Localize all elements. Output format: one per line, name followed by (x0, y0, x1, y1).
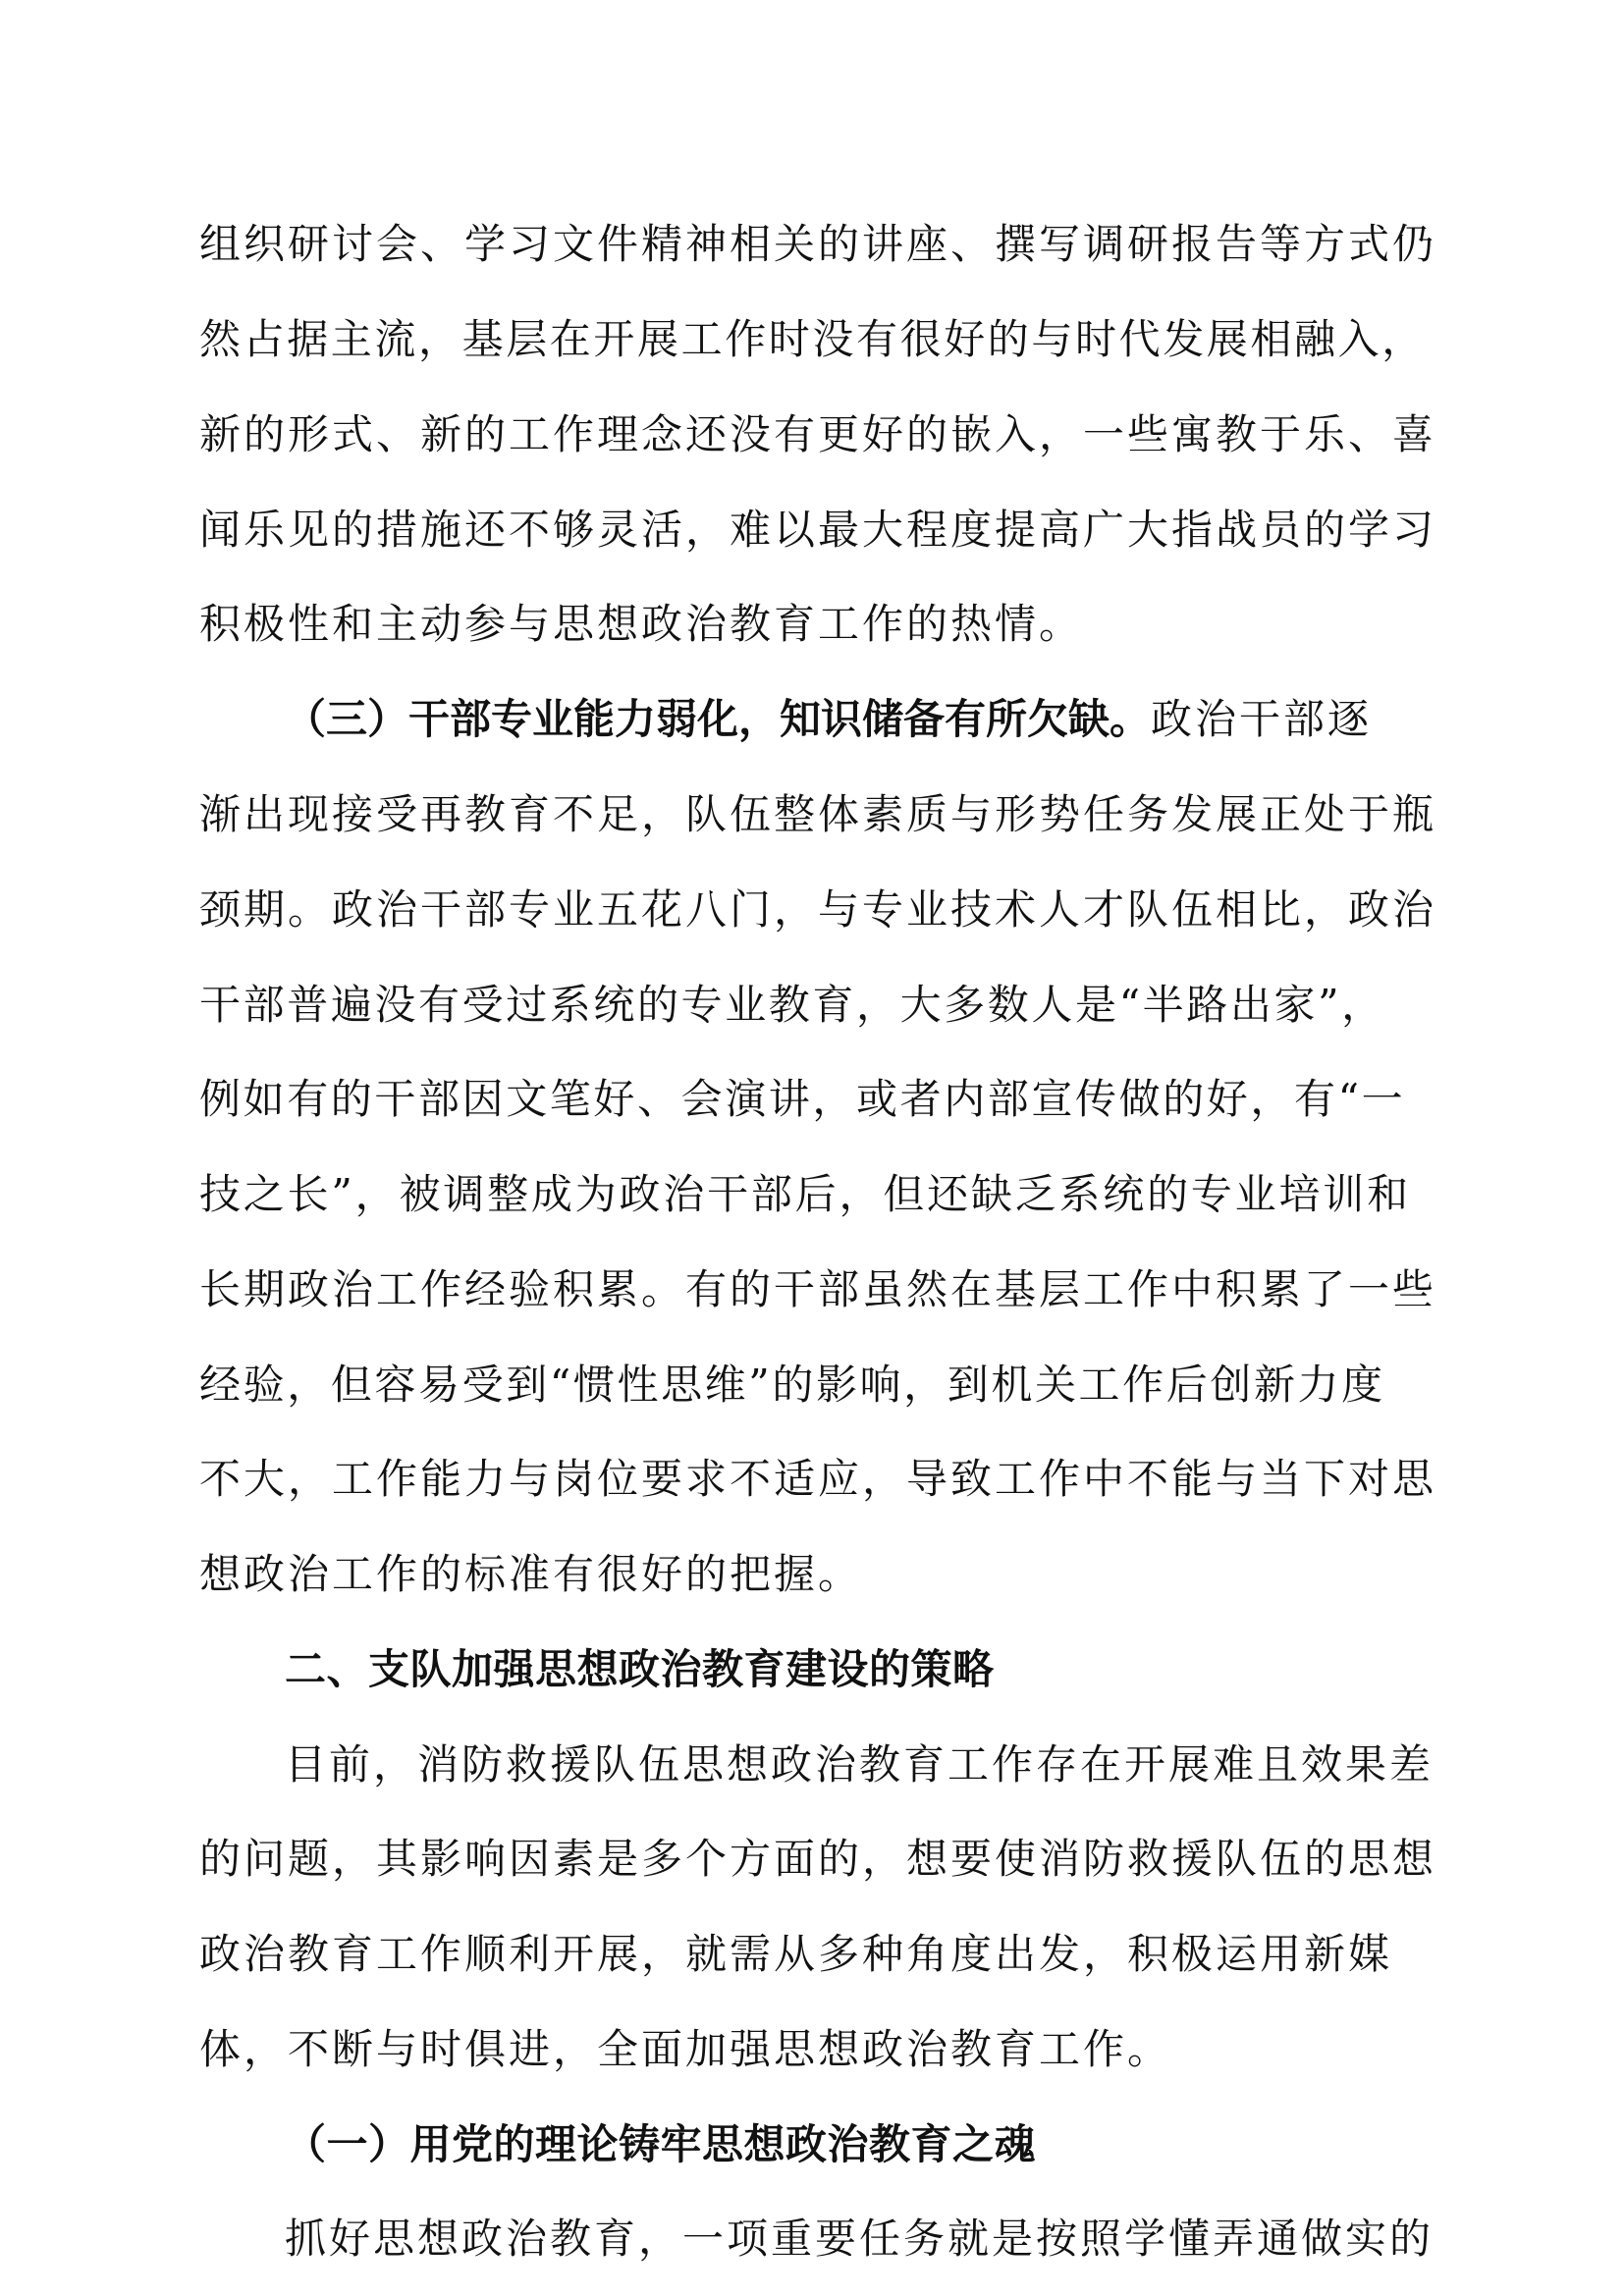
paragraph-line: 政治教育工作顺利开展，就需从多种角度出发，积极运用新媒 (199, 1930, 1393, 1978)
paragraph-line: 目前，消防救援队伍思想政治教育工作存在开展难且效果差 (285, 1740, 1435, 1789)
paragraph-line: 想政治工作的标准有很好的把握。 (199, 1550, 863, 1598)
paragraph-line: 组织研讨会、学习文件精神相关的讲座、撰写调研报告等方式仍 (199, 220, 1437, 268)
paragraph-line: 技之长”，被调整成为政治干部后，但还缺乏系统的专业培训和 (199, 1170, 1411, 1218)
paragraph-line: 新的形式、新的工作理念还没有更好的嵌入，一些寓教于乐、喜 (199, 410, 1437, 458)
paragraph-line: 长期政治工作经验积累。有的干部虽然在基层工作中积累了一些 (199, 1265, 1437, 1313)
section-3-first-line-tail: 政治干部逐 (1151, 695, 1373, 743)
paragraph-line: 渐出现接受再教育不足，队伍整体素质与形势任务发展正处于瓶 (199, 790, 1437, 838)
paragraph-line: 然占据主流，基层在开展工作时没有很好的与时代发展相融入， (199, 315, 1426, 363)
paragraph-line: 闻乐见的措施还不够灵活，难以最大程度提高广大指战员的学习 (199, 506, 1437, 554)
paragraph-line: 不大，工作能力与岗位要求不适应，导致工作中不能与当下对思 (199, 1455, 1437, 1503)
paragraph-line: 体，不断与时俱进，全面加强思想政治教育工作。 (199, 2025, 1172, 2073)
part-2-subheading-1: （一）用党的理论铸牢思想政治教育之魂 (285, 2120, 1037, 2168)
section-3-first-line (285, 690, 1372, 749)
paragraph-line: 干部普遍没有受过系统的专业教育，大多数人是“半路出家”， (199, 981, 1385, 1029)
part-2-heading: 二、支队加强思想政治教育建设的策略 (285, 1645, 995, 1693)
paragraph-line: 积极性和主动参与思想政治教育工作的热情。 (199, 600, 1084, 648)
paragraph-line: 抓好思想政治教育，一项重要任务就是按照学懂弄通做实的 (285, 2215, 1435, 2263)
paragraph-line: 经验，但容易受到“惯性思维”的影响，到机关工作后创新力度 (199, 1361, 1385, 1409)
paragraph-line: 的问题，其影响因素是多个方面的，想要使消防救援队伍的思想 (199, 1835, 1437, 1883)
section-3-heading: （三）干部专业能力弱化，知识储备有所欠缺。 (285, 695, 1152, 743)
paragraph-line: 颈期。政治干部专业五花八门，与专业技术人才队伍相比，政治 (199, 885, 1437, 934)
paragraph-line: 例如有的干部因文笔好、会演讲，或者内部宣传做的好，有“一 (199, 1075, 1406, 1123)
